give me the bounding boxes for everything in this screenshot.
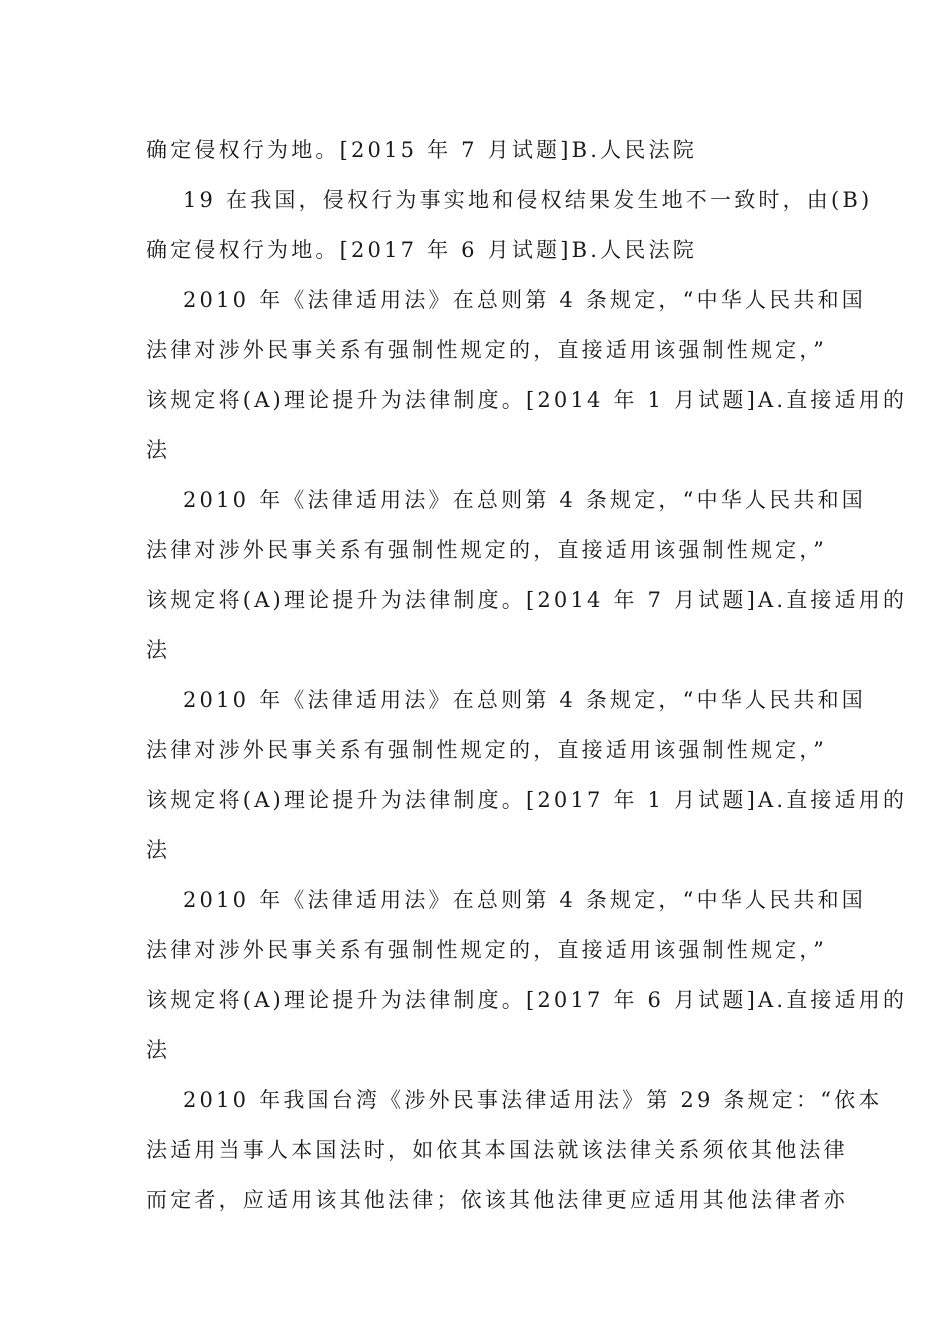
- text-line: 法适用当事人本国法时，如依其本国法就该法律关系须依其他法律: [146, 1138, 848, 1162]
- text-line: 确定侵权行为地。[2017 年 6 月试题]B.人民法院: [146, 238, 697, 262]
- text-line: 法: [146, 838, 171, 862]
- text-line: 法律对涉外民事关系有强制性规定的，直接适用该强制性规定，”: [146, 538, 828, 562]
- text-line: 法: [146, 638, 171, 662]
- text-line: 法: [146, 1038, 171, 1062]
- text-line: 该规定将(A)理论提升为法律制度。[2017 年 6 月试题]A.直接适用的: [146, 988, 908, 1012]
- paragraph-start-line: 2010 年《法律适用法》在总则第 4 条规定，“中华人民共和国: [183, 888, 866, 912]
- text-line: 法律对涉外民事关系有强制性规定的，直接适用该强制性规定，”: [146, 738, 828, 762]
- text-line: 法: [146, 438, 171, 462]
- text-line: 法律对涉外民事关系有强制性规定的，直接适用该强制性规定，”: [146, 938, 828, 962]
- text-line: 确定侵权行为地。[2015 年 7 月试题]B.人民法院: [146, 138, 697, 162]
- paragraph-start-line: 2010 年《法律适用法》在总则第 4 条规定，“中华人民共和国: [183, 688, 866, 712]
- text-line: 法律对涉外民事关系有强制性规定的，直接适用该强制性规定，”: [146, 338, 828, 362]
- text-line: 而定者，应适用该其他法律；依该其他法律更应适用其他法律者亦: [146, 1188, 848, 1212]
- paragraph-start-line: 2010 年《法律适用法》在总则第 4 条规定，“中华人民共和国: [183, 488, 866, 512]
- paragraph-start-line: 19 在我国，侵权行为事实地和侵权结果发生地不一致时，由(B): [183, 188, 873, 212]
- text-line: 该规定将(A)理论提升为法律制度。[2014 年 1 月试题]A.直接适用的: [146, 388, 908, 412]
- paragraph-start-line: 2010 年《法律适用法》在总则第 4 条规定，“中华人民共和国: [183, 288, 866, 312]
- text-line: 该规定将(A)理论提升为法律制度。[2017 年 1 月试题]A.直接适用的: [146, 788, 908, 812]
- paragraph-start-line: 2010 年我国台湾《涉外民事法律适用法》第 29 条规定：“依本: [183, 1088, 883, 1112]
- text-line: 该规定将(A)理论提升为法律制度。[2014 年 7 月试题]A.直接适用的: [146, 588, 908, 612]
